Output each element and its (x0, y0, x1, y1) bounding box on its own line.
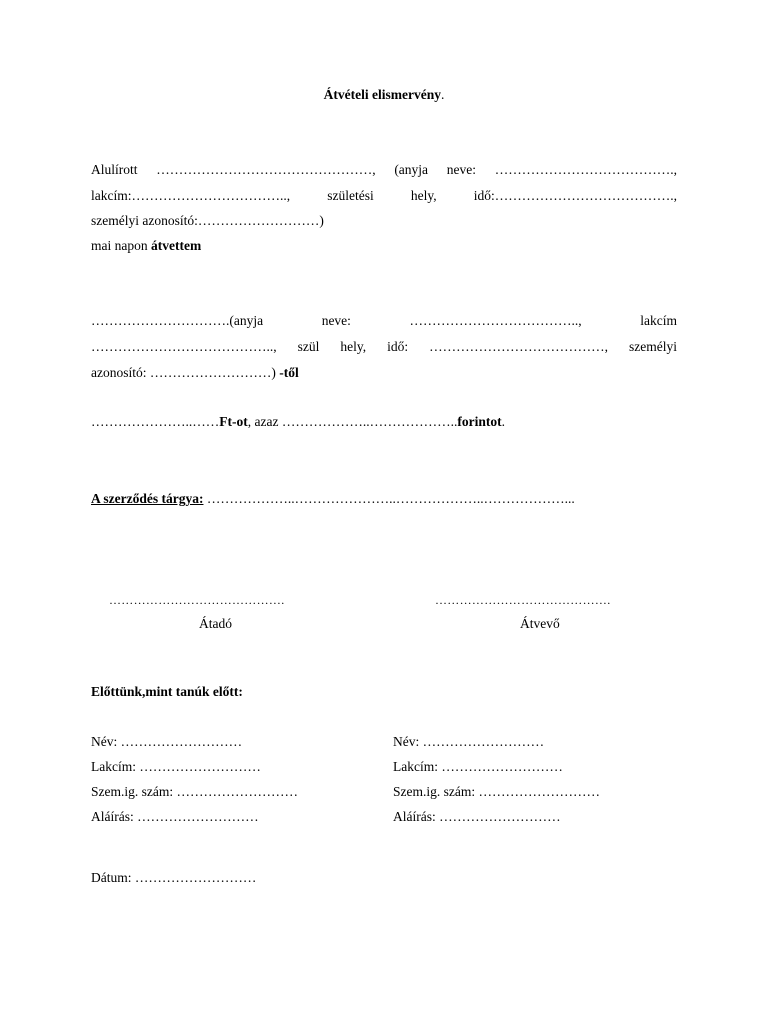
witness-1-signature-field[interactable]: Aláírás: ……………………… (91, 809, 259, 824)
contract-subject-field[interactable]: ………………..…………………..………………..………………... (203, 491, 575, 506)
giver-name-field[interactable]: ………………………….(anyja (91, 313, 264, 328)
witness-2-id-field[interactable]: Szem.ig. szám: ……………………… (393, 784, 600, 799)
recipient-birth-field[interactable]: idő:…………………………………., (473, 188, 677, 203)
witness-1-address-field[interactable]: Lakcím: ……………………… (91, 759, 261, 774)
contract-subject-label: A szerződés tárgya: (91, 491, 204, 506)
giver-signature-label: Átadó (199, 616, 232, 631)
witness-1-id-field[interactable]: Szem.ig. szám: ……………………… (91, 784, 298, 799)
giver-signature-line[interactable]: ……………………………………. (109, 593, 285, 607)
giver-line-1: ………………………….(anyja neve: ……………………………….., lakcím (91, 313, 677, 328)
amount-number-field[interactable]: …………………..…… (91, 414, 220, 429)
recipient-name-field[interactable]: …………………………………………, (156, 162, 376, 177)
recipient-address-field[interactable]: lakcím:…………………………….., (91, 188, 291, 203)
amount-line: …………………..……Ft-ot, azaz ………………..………………..forintot. (91, 414, 505, 429)
recipient-id-field[interactable]: személyi azonosító:………………………) (91, 213, 324, 228)
witness-2-signature-field[interactable]: Aláírás: ……………………… (393, 809, 561, 824)
witness-2-address-field[interactable]: Lakcím: ……………………… (393, 759, 563, 774)
giver-id-field[interactable]: azonosító: ………………………) (91, 365, 280, 380)
recipient-line-1: Alulírott …………………………………………, (anyja neve: …………………………………., (91, 162, 677, 177)
recipient-mother-name-field[interactable]: …………………………………., (494, 162, 677, 177)
contract-subject-line (91, 490, 677, 508)
giver-address-field[interactable]: ………………………………….., (91, 339, 277, 354)
giver-line-2: ………………………………….., szül hely, idő: …………………………………, személyi (91, 339, 677, 354)
recipient-signature-line[interactable]: ……………………………………. (435, 593, 611, 607)
giver-id-line: azonosító: ………………………) -től (91, 365, 299, 380)
witness-2-name-field[interactable]: Név: ……………………… (393, 734, 545, 749)
amount-words-field[interactable]: , azaz ………………..……………….. (247, 414, 458, 429)
date-field[interactable]: Dátum: ……………………… (91, 870, 257, 885)
witness-1-name-field[interactable]: Név: ……………………… (91, 734, 243, 749)
recipient-line-2: lakcím:…………………………….., születési hely, idő:…………………………………., (91, 188, 677, 203)
witnesses-heading: Előttünk,mint tanúk előtt: (91, 684, 243, 699)
received-today-line: mai napon átvettem (91, 238, 202, 253)
giver-mother-name-field[interactable]: ……………………………….., (409, 313, 582, 328)
recipient-signature-label: Átvevő (520, 616, 560, 631)
document-title: Átvételi elismervény. (323, 87, 445, 102)
giver-birth-field[interactable]: …………………………………, (429, 339, 609, 354)
